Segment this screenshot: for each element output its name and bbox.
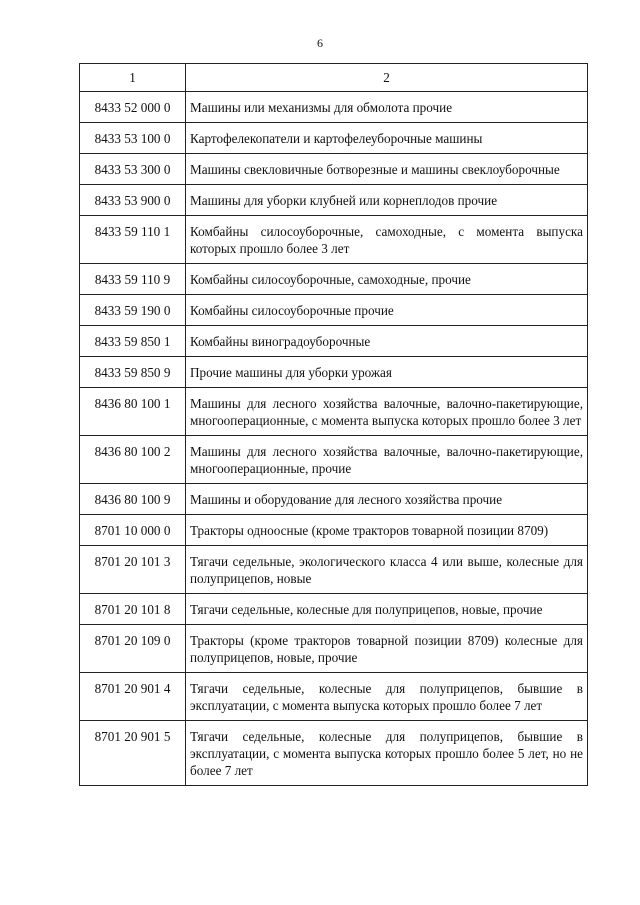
commodity-description: Прочие машины для уборки урожая	[186, 357, 588, 388]
table-row	[80, 295, 588, 326]
table-row	[80, 326, 588, 357]
commodity-description: Тракторы одноосные (кроме тракторов товарной позиции 8709)	[186, 515, 588, 546]
commodity-description: Тягачи седельные, колесные для полуприцепов, бывшие в эксплуатации, с момента выпуска которых прошло более 5 лет, но не более 7 лет	[186, 721, 588, 786]
commodity-code: 8433 53 100 0	[80, 123, 186, 154]
commodity-description: Комбайны виноградоуборочные	[186, 326, 588, 357]
table-row	[80, 594, 588, 625]
commodity-code: 8433 59 190 0	[80, 295, 186, 326]
commodity-description: Машины для уборки клубней или корнеплодов прочие	[186, 185, 588, 216]
commodity-description: Машины и оборудование для лесного хозяйства прочие	[186, 484, 588, 515]
commodity-description: Комбайны силосоуборочные, самоходные, прочие	[186, 264, 588, 295]
column-header-code: 1	[80, 64, 186, 92]
commodity-code: 8436 80 100 2	[80, 436, 186, 484]
commodity-code: 8436 80 100 1	[80, 388, 186, 436]
commodity-description: Комбайны силосоуборочные прочие	[186, 295, 588, 326]
table-row	[80, 185, 588, 216]
commodity-description: Картофелекопатели и картофелеуборочные машины	[186, 123, 588, 154]
table-row	[80, 673, 588, 721]
commodity-description: Комбайны силосоуборочные, самоходные, с момента выпуска которых прошло более 3 лет	[186, 216, 588, 264]
commodity-description: Тракторы (кроме тракторов товарной позиции 8709) колесные для полуприцепов, новые, прочие	[186, 625, 588, 673]
commodity-code: 8701 20 901 4	[80, 673, 186, 721]
commodity-code: 8701 20 101 3	[80, 546, 186, 594]
commodity-description: Машины свекловичные ботворезные и машины свеклоуборочные	[186, 154, 588, 185]
page-number: 6	[317, 36, 323, 50]
commodity-code: 8436 80 100 9	[80, 484, 186, 515]
commodity-code: 8433 53 300 0	[80, 154, 186, 185]
table-row	[80, 625, 588, 673]
commodity-code: 8701 20 101 8	[80, 594, 186, 625]
commodity-code: 8433 59 110 9	[80, 264, 186, 295]
commodity-description: Тягачи седельные, колесные для полуприцепов, бывшие в эксплуатации, с момента выпуска которых прошло более 7 лет	[186, 673, 588, 721]
commodity-description: Машины для лесного хозяйства валочные, валочно-пакетирующие, многооперационные, прочие	[186, 436, 588, 484]
table-row	[80, 388, 588, 436]
table-row	[80, 484, 588, 515]
commodity-code: 8433 59 110 1	[80, 216, 186, 264]
commodity-code: 8433 52 000 0	[80, 92, 186, 123]
table-row	[80, 515, 588, 546]
table-row	[80, 546, 588, 594]
commodity-description: Машины для лесного хозяйства валочные, валочно-пакетирующие, многооперационные, с момента выпуска которых прошло более 3 лет	[186, 388, 588, 436]
table-row	[80, 92, 588, 123]
tariff-code-table	[79, 63, 588, 786]
table-row	[80, 357, 588, 388]
table-header-row	[80, 64, 588, 92]
commodity-code: 8433 53 900 0	[80, 185, 186, 216]
table-row	[80, 436, 588, 484]
table-row	[80, 123, 588, 154]
commodity-description: Тягачи седельные, колесные для полуприцепов, новые, прочие	[186, 594, 588, 625]
commodity-description: Машины или механизмы для обмолота прочие	[186, 92, 588, 123]
commodity-code: 8701 20 109 0	[80, 625, 186, 673]
commodity-code: 8701 20 901 5	[80, 721, 186, 786]
commodity-description: Тягачи седельные, экологического класса 4 или выше, колесные для полуприцепов, новые	[186, 546, 588, 594]
table-row	[80, 216, 588, 264]
commodity-code: 8701 10 000 0	[80, 515, 186, 546]
table-row	[80, 154, 588, 185]
commodity-code: 8433 59 850 1	[80, 326, 186, 357]
table-row	[80, 264, 588, 295]
table-row	[80, 721, 588, 786]
commodity-code: 8433 59 850 9	[80, 357, 186, 388]
column-header-description: 2	[186, 64, 588, 92]
